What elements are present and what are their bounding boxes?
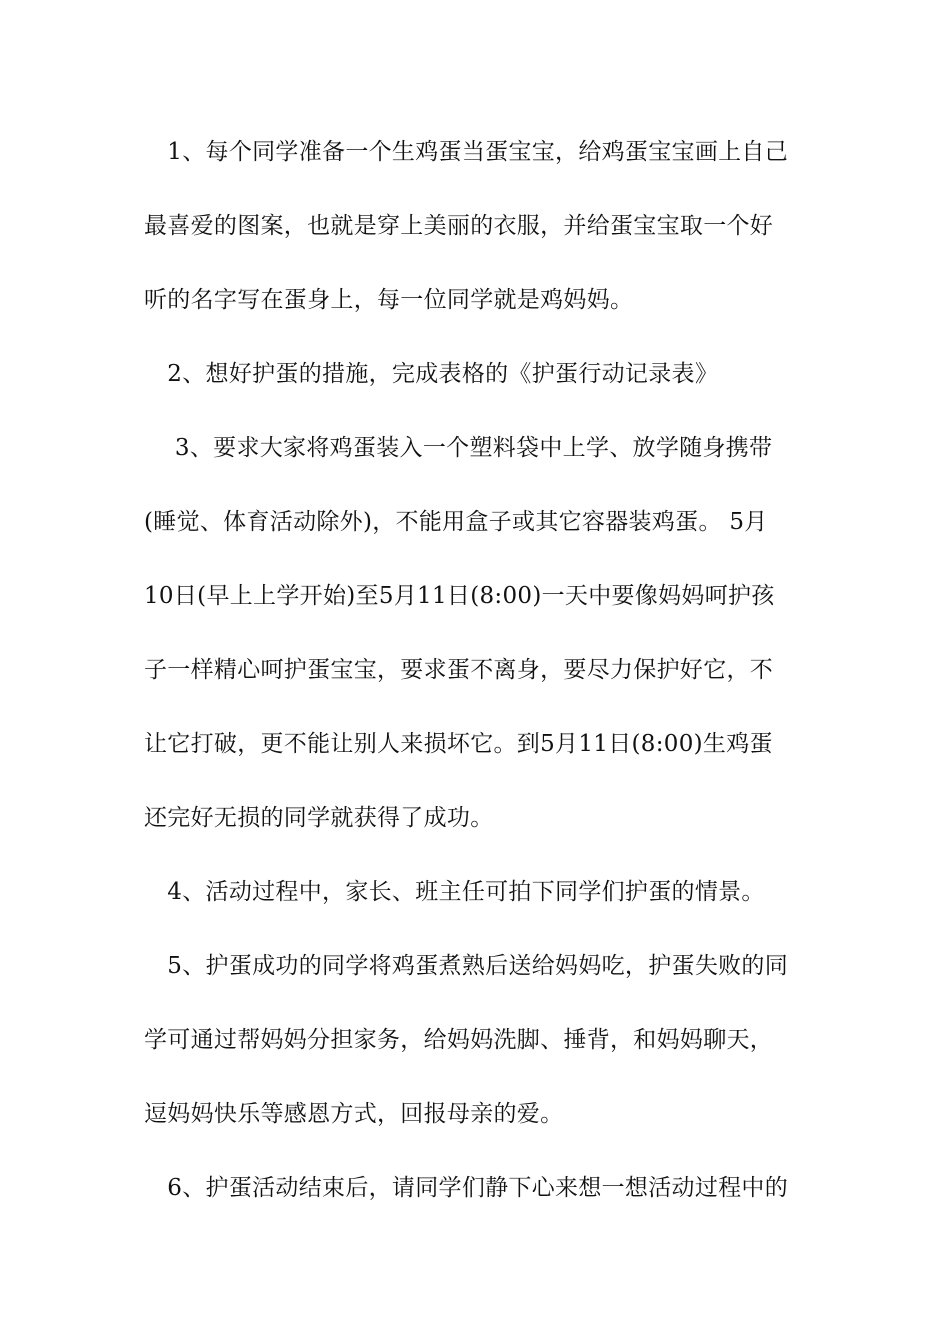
paragraph-5-line-3: 逗妈妈快乐等感恩方式，回报母亲的爱。 — [144, 1101, 564, 1127]
paragraph-3-line-3: 10日(早上上学开始)至5月11日(8:00)一天中要像妈妈呵护孩 — [144, 583, 775, 609]
paragraph-1-line-3: 听的名字写在蛋身上，每一位同学就是鸡妈妈。 — [144, 287, 634, 313]
paragraph-3-line-4: 子一样精心呵护蛋宝宝，要求蛋不离身，要尽力保护好它，不 — [144, 657, 774, 683]
paragraph-3-line-5: 让它打破，更不能让别人来损坏它。到5月11日(8:00)生鸡蛋 — [144, 731, 773, 757]
paragraph-3-line-1: 3、要求大家将鸡蛋装入一个塑料袋中上学、放学随身携带 — [144, 435, 773, 461]
paragraph-3-line-2: (睡觉、体育活动除外)，不能用盒子或其它容器装鸡蛋。 5月 — [144, 509, 768, 535]
paragraph-5-line-2: 学可通过帮妈妈分担家务，给妈妈洗脚、捶背，和妈妈聊天， — [144, 1027, 774, 1053]
paragraph-6-line-1: 6、护蛋活动结束后，请同学们静下心来想一想活动过程中的 — [144, 1175, 789, 1201]
paragraph-4-line-1: 4、活动过程中，家长、班主任可拍下同学们护蛋的情景。 — [144, 879, 765, 905]
paragraph-1-line-1: 1、每个同学准备一个生鸡蛋当蛋宝宝，给鸡蛋宝宝画上自己 — [144, 139, 789, 165]
paragraph-2-line-1: 2、想好护蛋的措施，完成表格的《护蛋行动记录表》 — [144, 361, 719, 387]
paragraph-3-line-6: 还完好无损的同学就获得了成功。 — [144, 805, 494, 831]
paragraph-1-line-2: 最喜爱的图案，也就是穿上美丽的衣服，并给蛋宝宝取一个好 — [144, 213, 774, 239]
paragraph-5-line-1: 5、护蛋成功的同学将鸡蛋煮熟后送给妈妈吃，护蛋失败的同 — [144, 953, 789, 979]
